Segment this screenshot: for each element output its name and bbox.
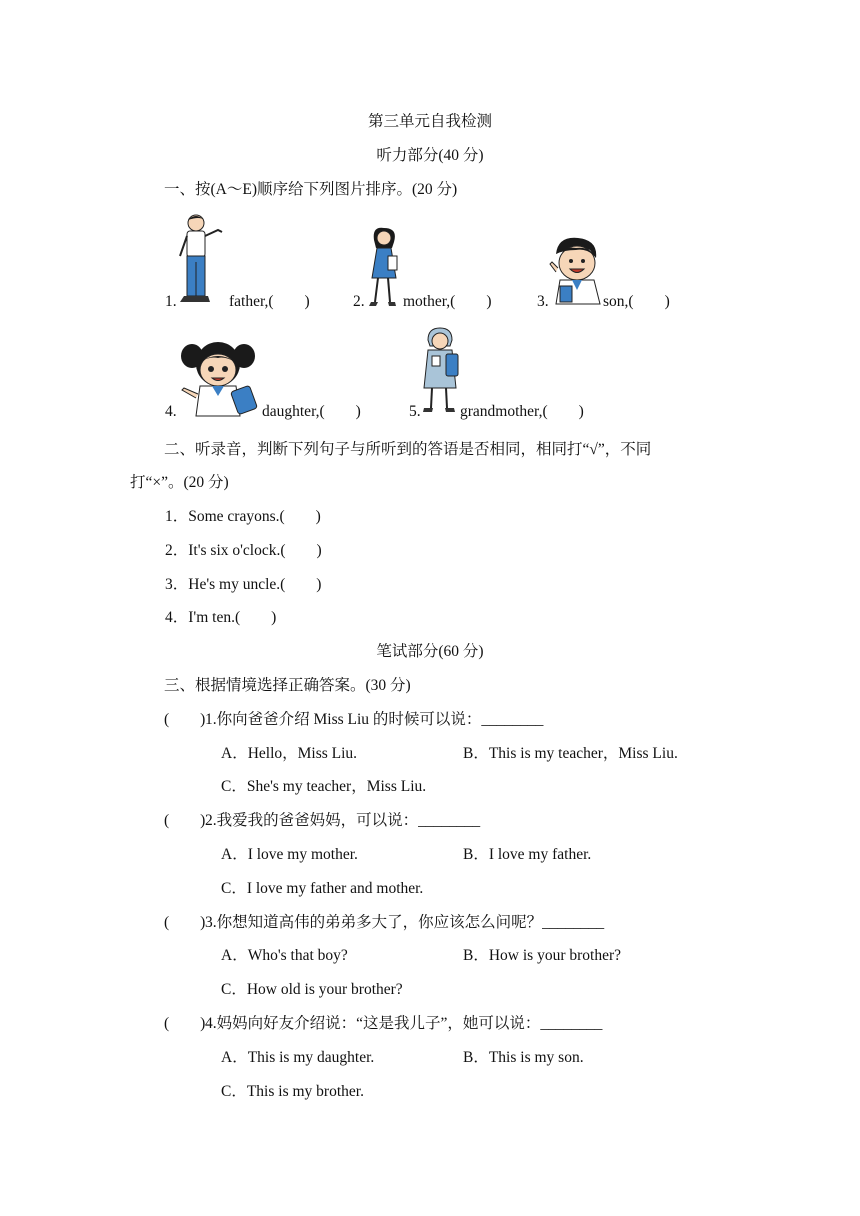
item-number: 5. (409, 403, 421, 420)
option-b: B．I love my father. (463, 846, 592, 863)
item-word-mother: mother,( ) (403, 293, 492, 310)
boy-standing-icon (174, 212, 230, 306)
question-stem: 3.你想知道高伟的弟弟多大了，你应该怎么问呢？________ (205, 914, 605, 931)
question-stem: 1.你向爸爸介绍 Miss Liu 的时候可以说：________ (205, 711, 544, 728)
part2-item: 3．He's my uncle.( ) (165, 576, 322, 593)
answer-blank: ( ) (164, 1015, 206, 1032)
part2-item: 2．It's six o'clock.( ) (165, 542, 322, 559)
question-stem: 4.妈妈向好友介绍说：“这是我儿子”，她可以说：________ (205, 1015, 603, 1032)
writing-heading: 笔试部分(60 分) (376, 643, 484, 660)
page-title: 第三单元自我检测 (367, 113, 492, 130)
option-b: B．How is your brother? (463, 947, 621, 964)
item-word-son: son,( ) (603, 293, 670, 310)
part1-instruction: 一、按(A～E)顺序给下列图片排序。(20 分) (164, 181, 458, 198)
girl-pointing-icon (178, 336, 262, 418)
item-number: 1. (165, 293, 177, 310)
option-c: C．She's my teacher，Miss Liu. (221, 778, 427, 795)
option-b: B．This is my son. (463, 1049, 584, 1066)
option-a: A．I love my mother. (221, 846, 358, 863)
option-b: B．This is my teacher，Miss Liu. (463, 745, 678, 762)
part2-instruction-line1: 二、听录音，判断下列句子与所听到的答语是否相同，相同打“√”，不同 (164, 441, 652, 458)
boy-pointing-icon (546, 236, 604, 306)
woman-icon (368, 226, 402, 308)
item-number: 2. (353, 293, 365, 310)
item-word-father: father,( ) (229, 293, 310, 310)
item-word-daughter: daughter,( ) (262, 403, 361, 420)
item-number: 3. (537, 293, 549, 310)
option-c: C．This is my brother. (221, 1083, 364, 1100)
grandmother-icon (418, 326, 462, 416)
item-number: 4. (165, 403, 177, 420)
option-a: A．This is my daughter. (221, 1049, 375, 1066)
question-stem: 2.我爱我的爸爸妈妈，可以说：________ (205, 812, 481, 829)
part3-instruction: 三、根据情境选择正确答案。(30 分) (164, 677, 411, 694)
answer-blank: ( ) (164, 914, 206, 931)
part2-item: 1．Some crayons.( ) (165, 508, 321, 525)
answer-blank: ( ) (164, 711, 206, 728)
option-c: C．I love my father and mother. (221, 880, 424, 897)
option-a: A．Who's that boy? (221, 947, 348, 964)
option-c: C．How old is your brother? (221, 981, 403, 998)
option-a: A．Hello，Miss Liu. (221, 745, 358, 762)
answer-blank: ( ) (164, 812, 206, 829)
part2-instruction-line2: 打“×”。(20 分) (130, 474, 229, 491)
listening-heading: 听力部分(40 分) (376, 147, 484, 164)
item-word-grandmother: grandmother,( ) (460, 403, 584, 420)
part2-item: 4．I'm ten.( ) (165, 609, 277, 626)
